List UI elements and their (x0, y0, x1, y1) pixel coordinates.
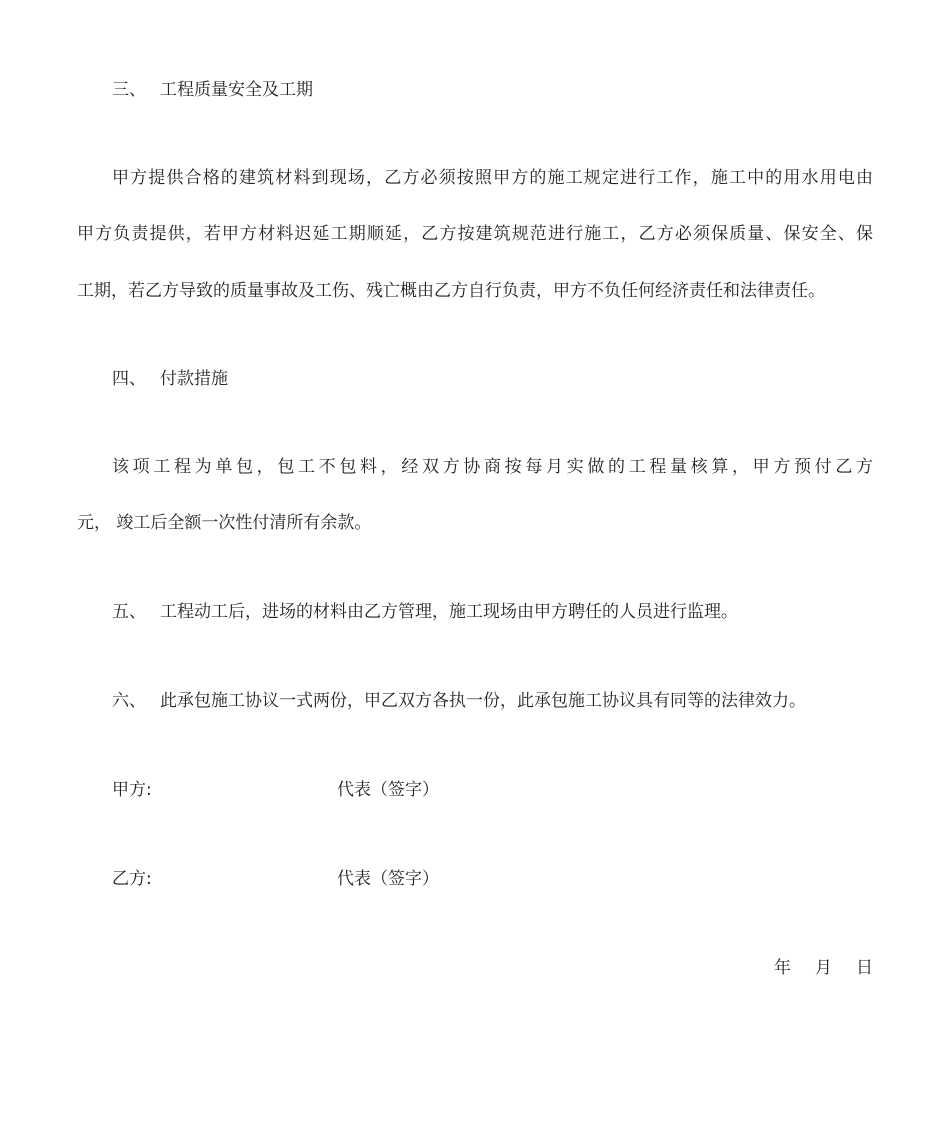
section-3-number: 三、 (112, 80, 146, 100)
section-4-title: 付款措施 (160, 369, 228, 389)
party-a-label: 甲方: (112, 780, 152, 800)
date-day: 日 (856, 958, 873, 978)
section-4-number: 四、 (112, 369, 146, 389)
section-3-para-line: 甲方提供合格的建筑材料到现场，乙方必须按照甲方的施工规定进行工作，施工中的用水用电由 (112, 168, 873, 188)
section-4-para-line: 该项工程为单包，包工不包料，经双方协商按每月实做的工程量核算，甲方预付乙方 (112, 457, 873, 477)
section-3-para-line: 工期，若乙方导致的质量事故及工伤、残亡概由乙方自行负责，甲方不负任何经济责任和法律责任。 (77, 281, 825, 301)
date-month: 月 (815, 958, 832, 978)
section-5-text: 工程动工后，进场的材料由乙方管理，施工现场由甲方聘任的人员进行监理。 (160, 602, 738, 622)
party-b-label: 乙方: (112, 869, 152, 889)
date-year: 年 (774, 958, 791, 978)
section-5-number: 五、 (112, 602, 146, 622)
section-6-number: 六、 (112, 691, 146, 711)
section-4-para-line: 元， 竣工后全额一次性付清所有余款。 (77, 513, 372, 533)
section-6-text: 此承包施工协议一式两份，甲乙双方各执一份，此承包施工协议具有同等的法律效力。 (160, 691, 806, 711)
party-a-representative-label: 代表（签字） (337, 780, 439, 800)
section-3-para-line: 甲方负责提供，若甲方材料迟延工期顺延，乙方按建筑规范进行施工，乙方必须保质量、保安全、保 (77, 224, 873, 244)
date-line (774, 956, 873, 980)
section-3-title: 工程质量安全及工期 (160, 80, 313, 100)
party-b-representative-label: 代表（签字） (337, 869, 439, 889)
